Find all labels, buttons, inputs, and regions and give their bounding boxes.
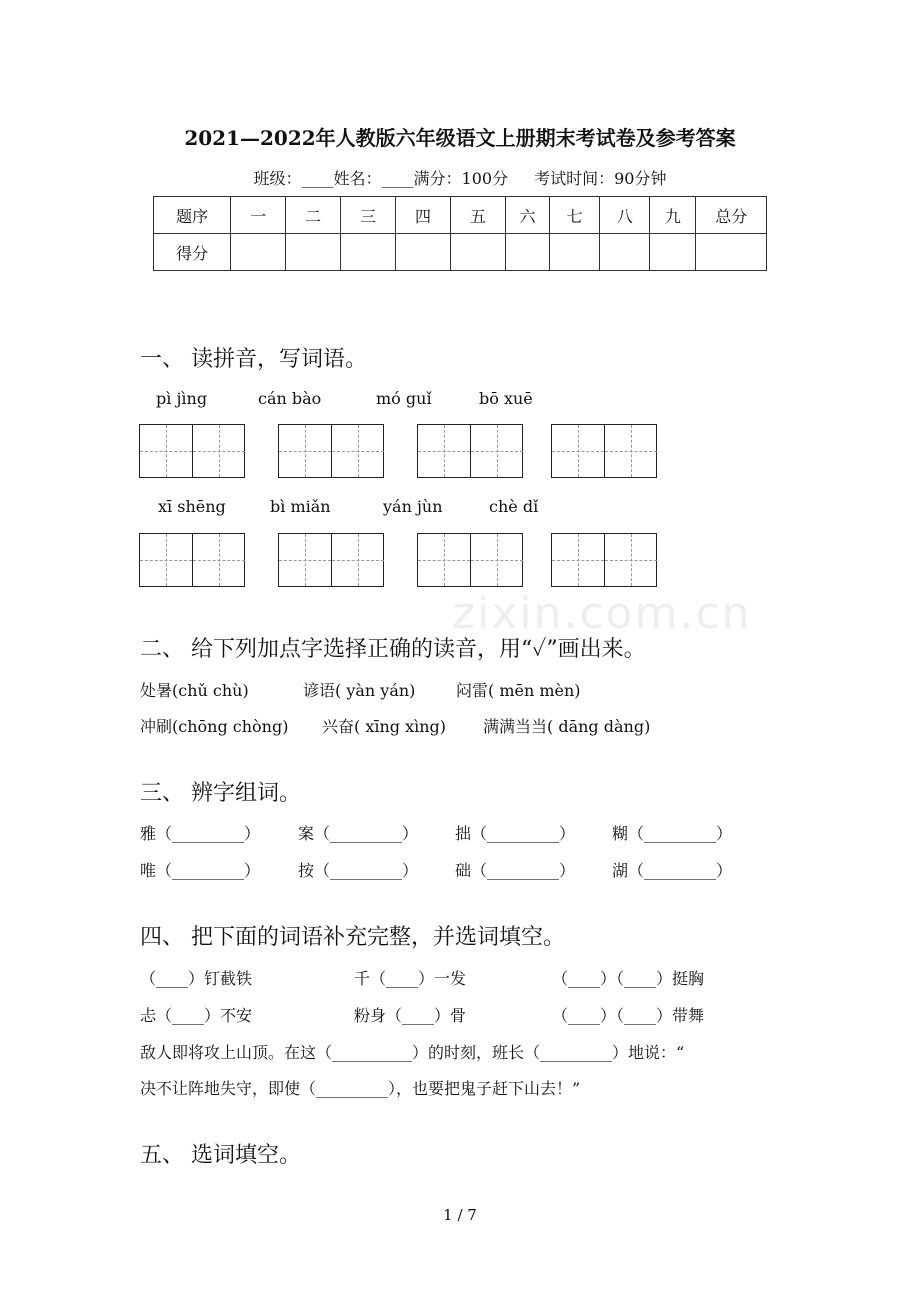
page-title: 2021—2022年人教版六年级语文上册期末考试卷及参考答案 [184, 126, 736, 150]
header-cell: 五 [450, 197, 505, 234]
score-cell[interactable] [505, 234, 549, 271]
section-2-heading: 二、 给下列加点字选择正确的读音，用“✓”画出来。 [140, 637, 646, 662]
score-cell[interactable] [450, 234, 505, 271]
writing-grid-box[interactable] [139, 424, 245, 478]
score-table-score-row [154, 234, 767, 271]
word-group-blank[interactable]: 雅（_________） [140, 824, 261, 843]
word-group-blank[interactable]: 唯（_________） [140, 861, 261, 880]
score-cell[interactable] [396, 234, 451, 271]
pronunciation-item[interactable]: 兴奋( xīng xìng) [322, 717, 447, 736]
idiom-blank[interactable]: 忐（____）不安 [140, 1006, 253, 1025]
idiom-blank[interactable]: （____）（____）挺胸 [552, 969, 705, 988]
word-group-blank[interactable]: 糊（_________） [612, 824, 733, 843]
idiom-blank[interactable]: （____）（____）带舞 [552, 1006, 705, 1025]
writing-grid-box[interactable] [551, 424, 657, 478]
header-cell: 七 [550, 197, 600, 234]
writing-grid-box[interactable] [417, 533, 523, 587]
idiom-blank[interactable]: 粉身（____）骨 [354, 1006, 467, 1025]
section-1-heading: 一、 读拼音，写词语。 [140, 347, 367, 372]
score-cell[interactable] [341, 234, 396, 271]
writing-grid-box[interactable] [278, 424, 384, 478]
header-cell: 一 [231, 197, 286, 234]
pinyin-label: yán jùn [383, 497, 443, 516]
writing-grid-box[interactable] [278, 533, 384, 587]
word-group-blank[interactable]: 湖（_________） [612, 861, 733, 880]
class-name-score-label: 班级：____姓名：____满分：100分 [253, 169, 509, 188]
section-5-heading: 五、 选词填空。 [140, 1143, 301, 1168]
watermark: zixin.com.cn [452, 588, 752, 639]
header-cell: 总分 [696, 197, 767, 234]
word-group-blank[interactable]: 案（_________） [298, 824, 419, 843]
fill-in-paragraph-line[interactable]: 决不让阵地失守，即使（_________），也要把鬼子赶下山去！” [140, 1079, 581, 1098]
pinyin-label: xī shēng [158, 497, 226, 516]
writing-grid-box[interactable] [551, 533, 657, 587]
score-cell[interactable] [550, 234, 600, 271]
student-info [0, 166, 920, 189]
pronunciation-item[interactable]: 闷雷( mēn mèn) [456, 681, 581, 700]
score-table [153, 196, 767, 271]
pronunciation-item[interactable]: 谚语( yàn yán) [303, 681, 416, 700]
score-cell[interactable] [231, 234, 286, 271]
section-4-heading: 四、 把下面的词语补充完整，并选词填空。 [140, 925, 565, 950]
row-label-cell: 得分 [154, 234, 231, 271]
word-group-blank[interactable]: 拙（_________） [455, 824, 576, 843]
header-cell: 四 [396, 197, 451, 234]
word-group-blank[interactable]: 按（_________） [298, 861, 419, 880]
pronunciation-item[interactable]: 处暑(chǔ chù) [140, 681, 249, 700]
page-number: 1 / 7 [443, 1206, 477, 1224]
pronunciation-item[interactable]: 冲刷(chōng chòng) [140, 717, 289, 736]
pinyin-label: bō xuē [479, 389, 533, 408]
pinyin-label: mó guǐ [376, 389, 432, 408]
pinyin-label: cán bào [258, 389, 322, 408]
header-cell: 六 [505, 197, 549, 234]
idiom-blank[interactable]: 千（____）一发 [354, 969, 467, 988]
word-group-blank[interactable]: 础（_________） [455, 861, 576, 880]
header-cell: 八 [600, 197, 650, 234]
fill-in-paragraph-line[interactable]: 敌人即将攻上山顶。在这（__________）的时刻，班长（_________）地说：“ [140, 1043, 685, 1062]
section-3-heading: 三、 辨字组词。 [140, 781, 301, 806]
pinyin-label: chè dǐ [489, 497, 539, 516]
score-cell[interactable] [286, 234, 341, 271]
score-cell[interactable] [696, 234, 767, 271]
header-cell: 三 [341, 197, 396, 234]
writing-grid-box[interactable] [139, 533, 245, 587]
score-cell[interactable] [600, 234, 650, 271]
header-cell: 九 [650, 197, 696, 234]
score-table-header-row [154, 197, 767, 234]
idiom-blank[interactable]: （____）钉截铁 [140, 969, 253, 988]
pinyin-label: bì miǎn [270, 497, 331, 516]
writing-grid-box[interactable] [417, 424, 523, 478]
exam-time-label: 考试时间：90分钟 [534, 169, 667, 188]
pinyin-label: pì jìng [156, 389, 208, 408]
pronunciation-item[interactable]: 满满当当( dāng dàng) [483, 717, 651, 736]
header-cell: 二 [286, 197, 341, 234]
score-cell[interactable] [650, 234, 696, 271]
header-cell: 题序 [154, 197, 231, 234]
